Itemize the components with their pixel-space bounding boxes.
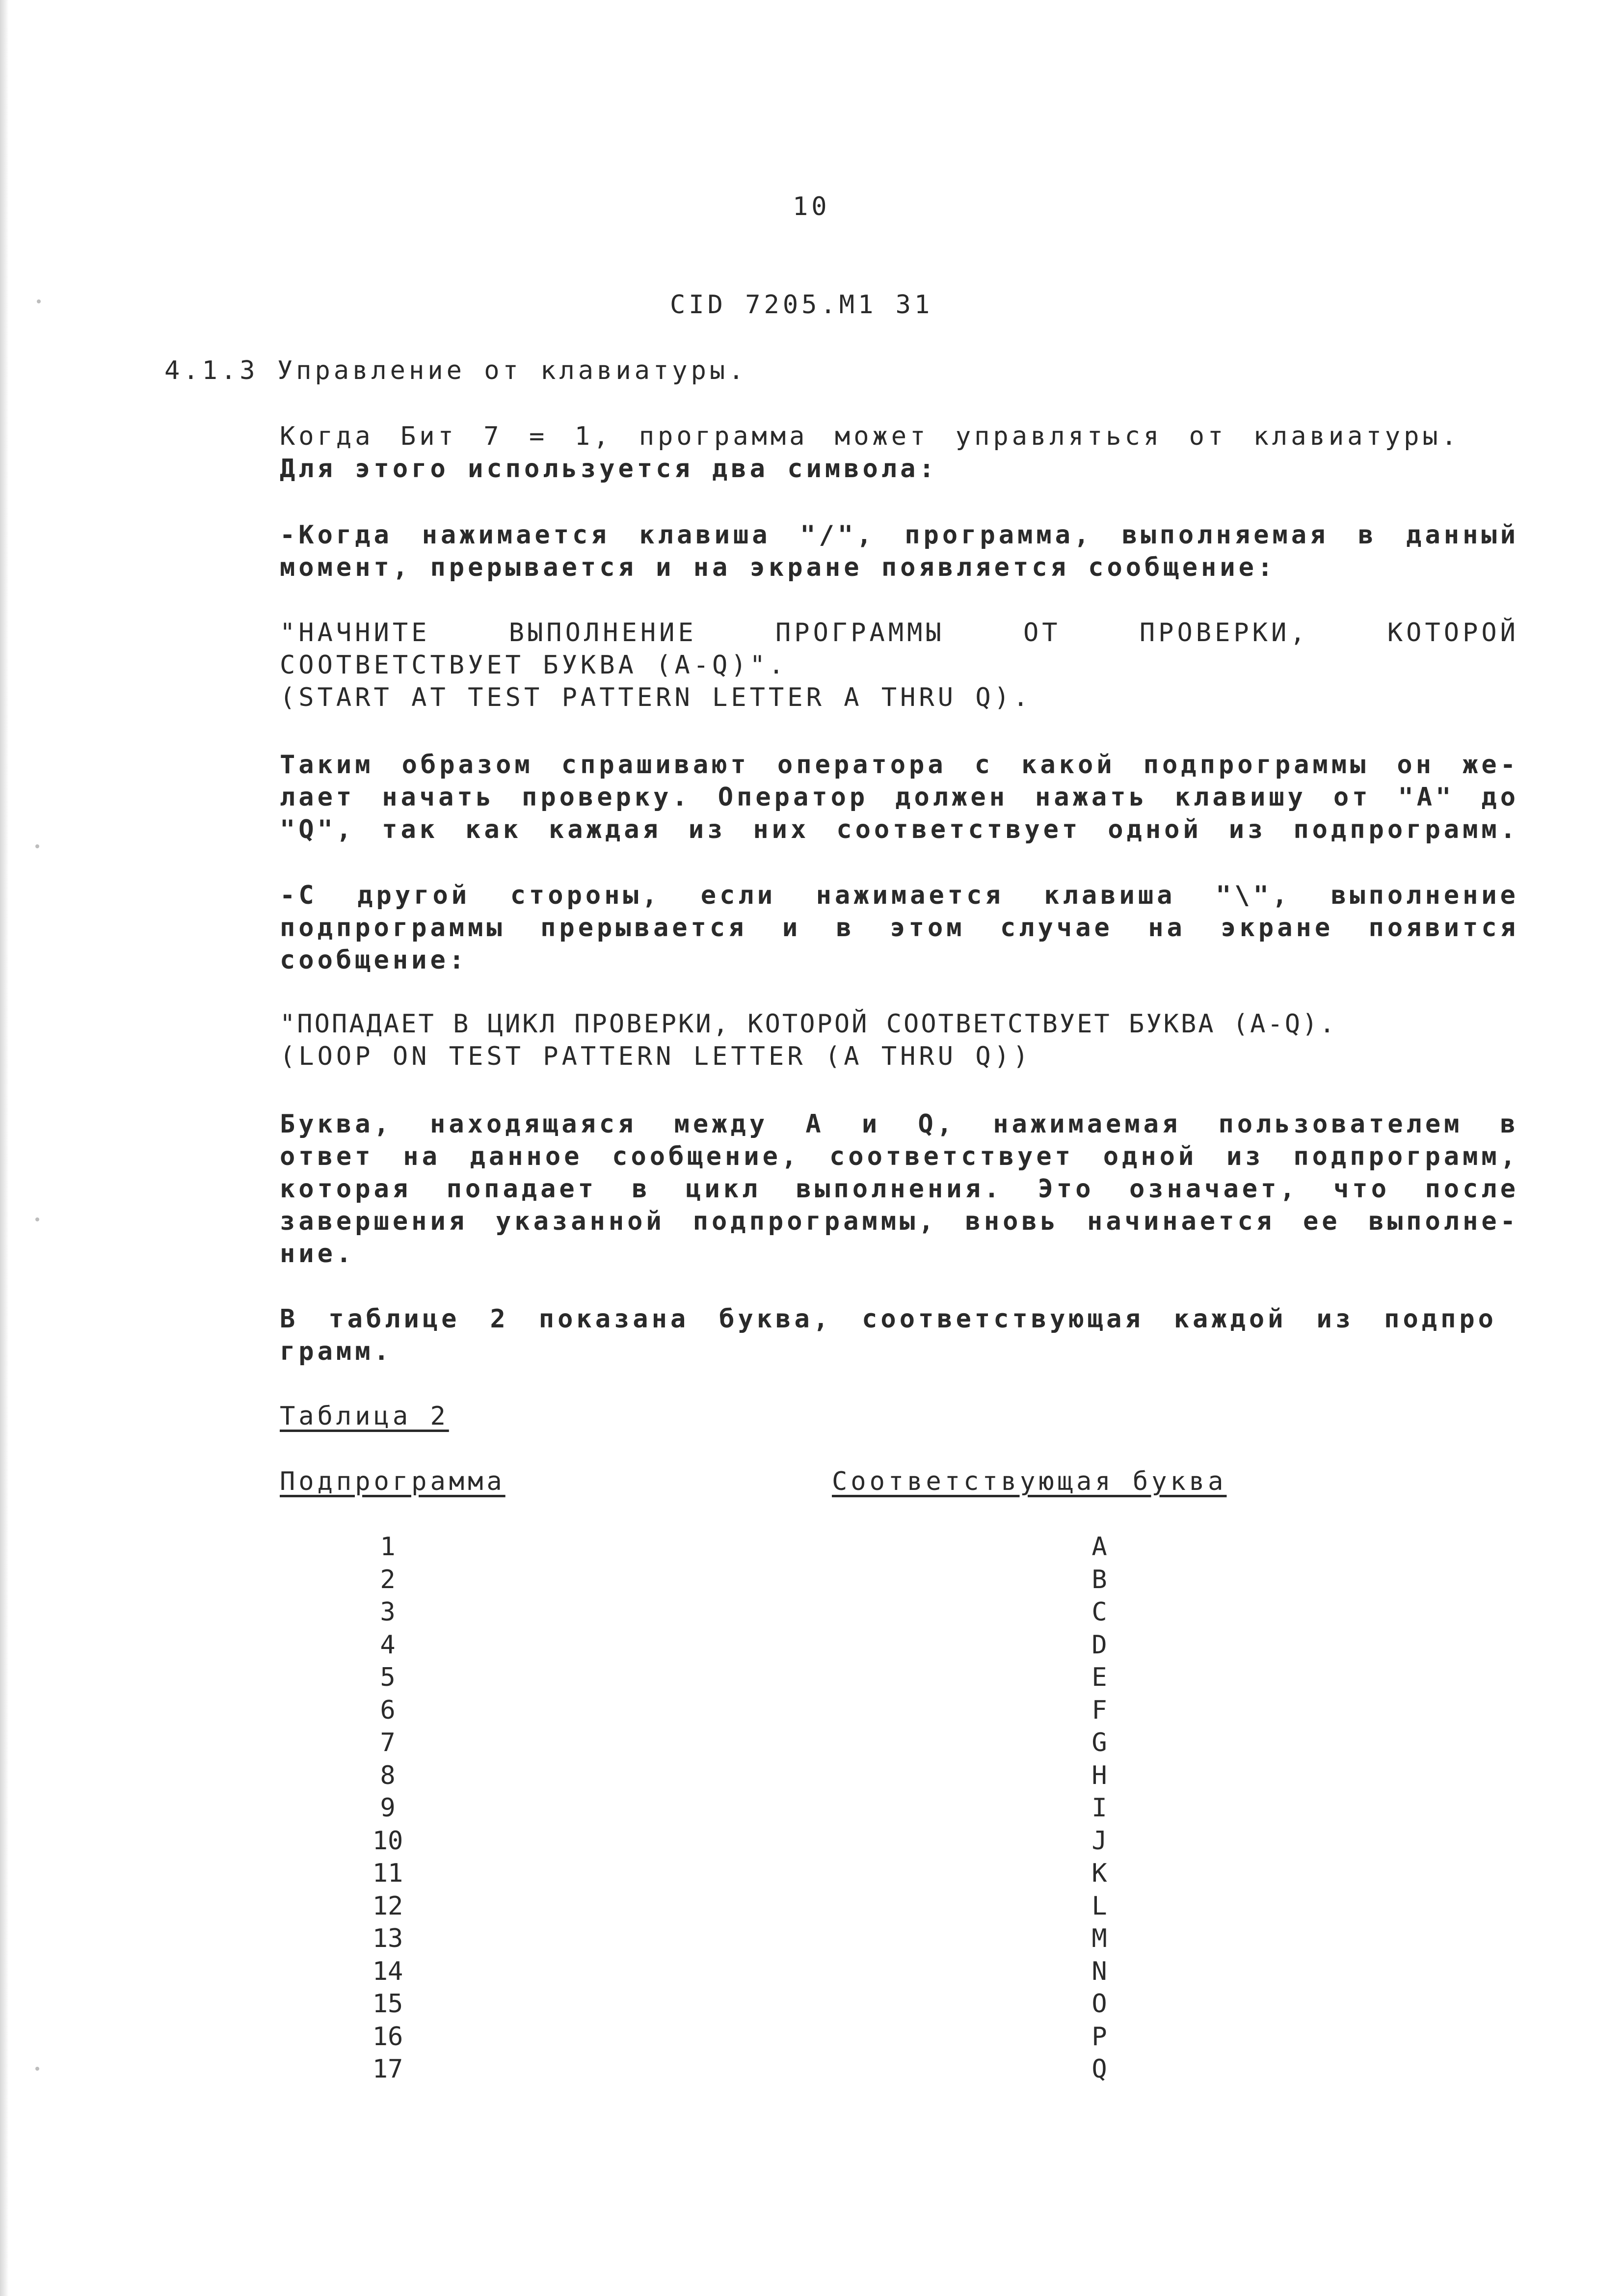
subprogram-letter: I (1091, 1793, 1107, 1823)
text-line: СООТВЕТСТВУЕТ БУКВА (A-Q)". (280, 650, 788, 680)
text-line: (LOOP ON TEST PATTERN LETTER (A THRU Q)) (280, 1042, 1032, 1071)
subprogram-number: 1 (380, 1532, 396, 1562)
text-line: Когда Бит 7 = 1, программа может управляться от клавиатуры. (280, 422, 1460, 451)
text-line: В таблице 2 показана буква, соответствующая каждой из подпро (280, 1304, 1497, 1334)
subprogram-number: 12 (372, 1891, 403, 1921)
subprogram-number: 13 (372, 1924, 403, 1953)
subprogram-number: 10 (372, 1826, 403, 1856)
table-header-letter: Соответствующая буква (832, 1467, 1227, 1496)
subprogram-number: 4 (380, 1630, 396, 1660)
subprogram-letter: D (1091, 1630, 1107, 1660)
page-number: 10 (793, 192, 830, 221)
document-id: CID 7205.M1 31 (670, 290, 933, 320)
subprogram-number: 7 (380, 1728, 396, 1757)
text-line: ние. (280, 1239, 355, 1269)
subprogram-letter: M (1091, 1924, 1107, 1953)
scan-speck (35, 844, 39, 848)
text-line: Буква, находящаяся между A и Q, нажимаемая пользователем в (280, 1109, 1519, 1139)
scan-speck (35, 1217, 39, 1221)
text-line: грамм. (280, 1337, 393, 1366)
text-line: -С другой стороны, если нажимается клавиша "\", выполнение (280, 881, 1519, 910)
text-line: "НАЧНИТЕ ВЫПОЛНЕНИЕ ПРОГРАММЫ ОТ ПРОВЕРКИ, КОТОРОЙ (280, 618, 1519, 648)
subprogram-number: 8 (380, 1760, 396, 1790)
subprogram-number: 2 (380, 1565, 396, 1594)
subprogram-letter: Q (1091, 2054, 1107, 2084)
subprogram-letter: G (1091, 1728, 1107, 1757)
subprogram-letter: O (1091, 1989, 1107, 2019)
subprogram-number: 15 (372, 1989, 403, 2019)
text-line: лает начать проверку. Оператор должен нажать клавишу от "A" до (280, 783, 1519, 812)
subprogram-letter: H (1091, 1760, 1107, 1790)
table-header-subprogram: Подпрограмма (280, 1467, 506, 1496)
subprogram-letter: C (1091, 1597, 1107, 1627)
text-line: завершения указанной подпрограммы, вновь начинается ее выполне- (280, 1207, 1519, 1236)
text-line: "Q", так как каждая из них соответствует одной из подпрограмм. (280, 815, 1519, 844)
text-line: сообщение: (280, 945, 468, 975)
text-line: Таким образом спрашивают оператора с какой подпрограммы он же- (280, 750, 1519, 780)
table-caption: Таблица 2 (280, 1402, 449, 1431)
subprogram-number: 14 (372, 1956, 403, 1986)
scan-speck (37, 299, 41, 303)
text-line: момент, прерывается и на экране появляется сообщение: (280, 553, 1277, 582)
subprogram-letter: F (1091, 1695, 1107, 1725)
subprogram-letter: J (1091, 1826, 1107, 1856)
subprogram-number: 9 (380, 1793, 396, 1823)
scan-shadow-edge (0, 0, 9, 2296)
subprogram-number: 5 (380, 1663, 396, 1692)
subprogram-letter: B (1091, 1565, 1107, 1594)
subprogram-letter: L (1091, 1891, 1107, 1921)
subprogram-letter: P (1091, 2022, 1107, 2052)
scan-speck (35, 2067, 39, 2071)
text-line: подпрограммы прерывается и в этом случае на экране появится (280, 913, 1519, 943)
subprogram-letter: A (1091, 1532, 1107, 1562)
text-line: ответ на данное сообщение, соответствует одной из подпрограмм, (280, 1142, 1519, 1171)
text-line: -Когда нажимается клавиша "/", программа, выполняемая в данный (280, 520, 1519, 550)
text-line: (START AT TEST PATTERN LETTER A THRU Q). (280, 683, 1032, 712)
subprogram-number: 17 (372, 2054, 403, 2084)
subprogram-number: 16 (372, 2022, 403, 2052)
text-line: "ПОПАДАЕТ В ЦИКЛ ПРОВЕРКИ, КОТОРОЙ СООТВЕТСТВУЕТ БУКВА (A-Q). (280, 1009, 1337, 1039)
text-line: которая попадает в цикл выполнения. Это означает, что после (280, 1174, 1519, 1204)
subprogram-letter: K (1091, 1859, 1107, 1888)
subprogram-number: 3 (380, 1597, 396, 1627)
subprogram-letter: N (1091, 1956, 1107, 1986)
subprogram-number: 11 (372, 1859, 403, 1888)
text-line: Для этого используется два символа: (280, 454, 938, 484)
subprogram-letter: E (1091, 1663, 1107, 1692)
subprogram-number: 6 (380, 1695, 396, 1725)
section-heading: 4.1.3 Управление от клавиатуры. (164, 356, 747, 385)
